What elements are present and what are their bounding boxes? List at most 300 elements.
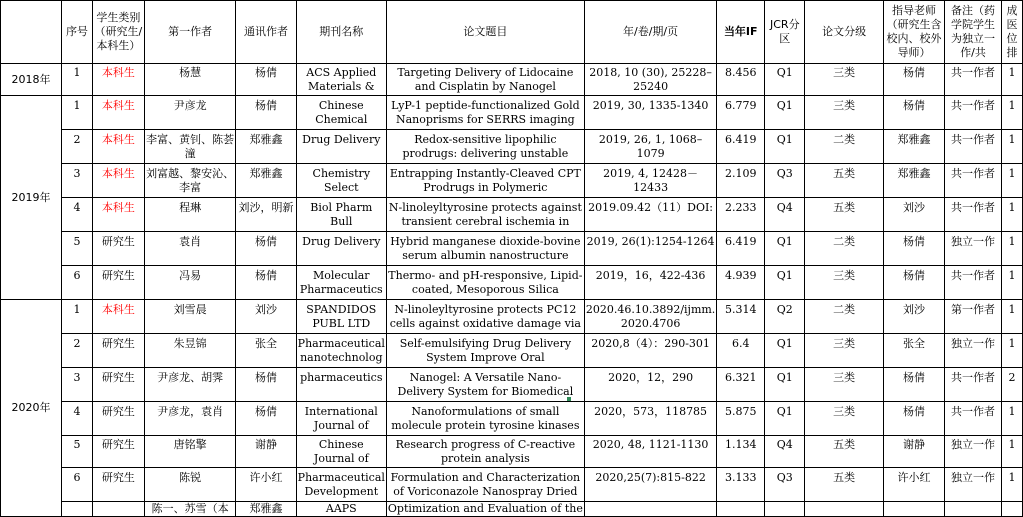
cell-corresponding-author-text: 张全 bbox=[255, 336, 278, 350]
cell-corresponding-author[interactable] bbox=[236, 232, 296, 266]
cell-year-volume-pages-text: 2020.46.10.3892/ijmm. 2020.4706 bbox=[585, 302, 716, 330]
cell-student-type[interactable] bbox=[92, 198, 144, 232]
cell-year-volume-pages[interactable] bbox=[584, 164, 716, 198]
cell-jcr-text: Q3 bbox=[776, 166, 793, 180]
cell-advisor[interactable] bbox=[883, 468, 944, 502]
cell-journal[interactable]: AAPS bbox=[296, 502, 386, 517]
cell-journal-text: International Journal of bbox=[304, 404, 378, 432]
cell-remark[interactable] bbox=[945, 368, 1002, 402]
cell-grade-text: 五类 bbox=[833, 437, 856, 451]
cell-jcr[interactable] bbox=[765, 164, 805, 198]
cell-journal[interactable] bbox=[296, 436, 386, 468]
cell-year-volume-pages-text: 2019.09.42（11）DOI: bbox=[588, 200, 714, 214]
cell-title-text: Targeting Delivery of Lidocaine and Cisplatin by Nanogel bbox=[397, 65, 574, 93]
cell-remark[interactable] bbox=[945, 300, 1002, 334]
cell-no[interactable] bbox=[62, 436, 93, 468]
cell-no[interactable] bbox=[62, 198, 93, 232]
table-row bbox=[1, 468, 1023, 502]
cell-advisor[interactable] bbox=[883, 64, 944, 96]
cell-journal[interactable] bbox=[296, 334, 386, 368]
cell-journal[interactable] bbox=[296, 96, 386, 130]
cell-no[interactable] bbox=[62, 368, 93, 402]
cell-remark[interactable] bbox=[945, 468, 1002, 502]
cell-journal-text: Chemistry Select bbox=[312, 166, 371, 194]
cell-year-volume-pages[interactable] bbox=[584, 96, 716, 130]
year-cell[interactable]: 2018年 bbox=[1, 64, 62, 96]
cell-title-text: Formulation and Characterization of Voriconazole Nanospray Dried bbox=[390, 470, 581, 498]
cell-remark-text: 共一作者 bbox=[951, 370, 996, 384]
cell-student-type-text: 本科生 bbox=[101, 65, 135, 79]
cell-advisor[interactable] bbox=[883, 232, 944, 266]
cell-year-volume-pages-text: 2018, 10 (30), 25228–25240 bbox=[589, 65, 712, 93]
cell-remark[interactable] bbox=[945, 96, 1002, 130]
cell-title-text: Hybrid manganese dioxide-bovine serum albumin nanostructure bbox=[390, 234, 581, 262]
cell-student-type[interactable] bbox=[92, 436, 144, 468]
cell-remark-text: 共一作者 bbox=[951, 200, 996, 214]
cell-corresponding-author[interactable] bbox=[236, 334, 296, 368]
cell-title-text: N-linoleyltyrosine protects PC12 cells against oxidative damage via bbox=[389, 302, 581, 330]
cell-corresponding-author-text: 许小红 bbox=[249, 470, 283, 484]
cell-unit-rank[interactable] bbox=[1002, 232, 1023, 266]
cell-title-text: Thermo- and pH-responsive, Lipid-coated, Mesoporous Silica bbox=[388, 268, 583, 296]
cell-journal[interactable] bbox=[296, 130, 386, 164]
cell-no[interactable] bbox=[62, 266, 93, 300]
cell-empty[interactable] bbox=[1002, 502, 1023, 517]
cell-advisor[interactable] bbox=[883, 198, 944, 232]
cell-title-text: N-linoleyltyrosine protects against transient cerebral ischemia in bbox=[388, 200, 582, 228]
cell-impact-factor[interactable] bbox=[717, 402, 765, 436]
cell-remark[interactable] bbox=[945, 266, 1002, 300]
cell-no[interactable] bbox=[62, 300, 93, 334]
cell-empty[interactable] bbox=[805, 502, 883, 517]
cell-jcr[interactable] bbox=[765, 96, 805, 130]
cell-title[interactable] bbox=[386, 300, 584, 334]
cell-no[interactable] bbox=[62, 502, 93, 517]
cell-first-author[interactable]: 陈一、苏雪（本 bbox=[144, 502, 235, 517]
cell-student-type[interactable] bbox=[92, 96, 144, 130]
cell-student-type[interactable] bbox=[92, 402, 144, 436]
cell-empty[interactable] bbox=[584, 502, 716, 517]
cell-journal-text: Drug Delivery bbox=[302, 132, 381, 146]
cell-grade[interactable] bbox=[805, 130, 883, 164]
cell-unit-rank[interactable] bbox=[1002, 164, 1023, 198]
cell-jcr[interactable] bbox=[765, 468, 805, 502]
cell-student-type-text: 研究生 bbox=[101, 470, 135, 484]
cell-journal[interactable] bbox=[296, 198, 386, 232]
cell-jcr-text: Q1 bbox=[776, 65, 793, 79]
cell-jcr[interactable] bbox=[765, 198, 805, 232]
cell-first-author[interactable] bbox=[144, 402, 235, 436]
cell-first-author-text: 尹彦龙 bbox=[173, 98, 207, 112]
cell-year-volume-pages[interactable] bbox=[584, 436, 716, 468]
cell-title[interactable] bbox=[386, 368, 584, 402]
cell-corresponding-author-text: 杨倩 bbox=[255, 65, 278, 79]
header-grade[interactable]: 论文分级 bbox=[805, 1, 883, 64]
cell-title[interactable] bbox=[386, 402, 584, 436]
cell-title-text: LyP-1 peptide-functionalized Gold Nanoprisms for SERRS imaging bbox=[391, 98, 580, 126]
table-row bbox=[1, 436, 1023, 468]
cell-journal[interactable] bbox=[296, 402, 386, 436]
cell-grade[interactable] bbox=[805, 164, 883, 198]
cell-advisor[interactable] bbox=[883, 368, 944, 402]
table-row bbox=[1, 266, 1023, 300]
cell-no-text: 5 bbox=[73, 234, 81, 248]
cell-title[interactable] bbox=[386, 130, 584, 164]
cell-title[interactable] bbox=[386, 334, 584, 368]
cell-jcr[interactable] bbox=[765, 130, 805, 164]
cell-advisor[interactable] bbox=[883, 402, 944, 436]
cell-jcr-text: Q1 bbox=[776, 336, 793, 350]
cell-unit-rank[interactable] bbox=[1002, 368, 1023, 402]
header-corresponding[interactable]: 通讯作者 bbox=[236, 1, 296, 64]
cell-remark-text: 独立一作 bbox=[951, 234, 996, 248]
cell-empty[interactable] bbox=[717, 502, 765, 517]
cell-unit-rank-text: 1 bbox=[1008, 166, 1016, 180]
cell-grade-text: 二类 bbox=[833, 234, 856, 248]
cell-first-author-text: 刘富越、黎安沁、李富 bbox=[146, 166, 235, 194]
cell-jcr-text: Q1 bbox=[776, 268, 793, 282]
cell-title[interactable] bbox=[386, 198, 584, 232]
cell-corresponding-author[interactable] bbox=[236, 198, 296, 232]
cell-corresponding-author[interactable] bbox=[236, 64, 296, 96]
cell-unit-rank[interactable] bbox=[1002, 96, 1023, 130]
cell-journal-text: Biol Pharm Bull bbox=[310, 200, 373, 228]
year-cell[interactable]: 2020年 bbox=[1, 300, 62, 517]
cell-no[interactable] bbox=[62, 130, 93, 164]
cell-impact-factor[interactable] bbox=[717, 266, 765, 300]
cell-unit-rank[interactable] bbox=[1002, 130, 1023, 164]
cell-year-volume-pages-text: 2019, 4, 12428－12433 bbox=[603, 166, 699, 194]
cell-unit-rank-text: 1 bbox=[1008, 404, 1016, 418]
cell-impact-factor[interactable] bbox=[717, 436, 765, 468]
cell-advisor-text: 杨倩 bbox=[902, 268, 925, 282]
cell-grade[interactable] bbox=[805, 436, 883, 468]
cell-student-type[interactable] bbox=[92, 368, 144, 402]
cell-remark-text: 独立一作 bbox=[951, 336, 996, 350]
cell-student-type[interactable] bbox=[92, 130, 144, 164]
cell-first-author[interactable] bbox=[144, 96, 235, 130]
header-impact-factor[interactable]: 当年IF bbox=[717, 1, 765, 64]
cell-first-author[interactable] bbox=[144, 368, 235, 402]
cell-grade-text: 五类 bbox=[833, 470, 856, 484]
cell-no-text: 1 bbox=[73, 65, 81, 79]
cell-remark[interactable] bbox=[945, 164, 1002, 198]
cell-no[interactable] bbox=[62, 334, 93, 368]
cell-student-type[interactable] bbox=[92, 232, 144, 266]
cell-unit-rank[interactable] bbox=[1002, 300, 1023, 334]
cell-advisor[interactable] bbox=[883, 436, 944, 468]
cell-first-author[interactable] bbox=[144, 334, 235, 368]
cell-impact-factor[interactable] bbox=[717, 130, 765, 164]
cell-no-text: 3 bbox=[73, 166, 81, 180]
cell-impact-factor[interactable] bbox=[717, 334, 765, 368]
cell-student-type-text: 研究生 bbox=[101, 336, 135, 350]
cell-jcr[interactable] bbox=[765, 402, 805, 436]
cell-jcr[interactable] bbox=[765, 436, 805, 468]
cell-no[interactable] bbox=[62, 232, 93, 266]
cell-corresponding-author-text: 杨倩 bbox=[255, 98, 278, 112]
cell-unit-rank-text: 2 bbox=[1008, 370, 1016, 384]
cell-remark[interactable] bbox=[945, 198, 1002, 232]
cell-jcr[interactable] bbox=[765, 368, 805, 402]
cell-unit-rank[interactable] bbox=[1002, 64, 1023, 96]
cell-first-author[interactable] bbox=[144, 468, 235, 502]
cell-jcr[interactable] bbox=[765, 334, 805, 368]
cell-advisor-text: 谢静 bbox=[902, 437, 925, 451]
cell-corresponding-author[interactable] bbox=[236, 402, 296, 436]
cell-year-volume-pages[interactable] bbox=[584, 130, 716, 164]
cell-student-type[interactable] bbox=[92, 334, 144, 368]
cell-year-volume-pages[interactable] bbox=[584, 64, 716, 96]
cell-journal-text: Drug Delivery bbox=[302, 234, 381, 248]
cell-year-volume-pages[interactable] bbox=[584, 368, 716, 402]
table-row bbox=[1, 300, 1023, 334]
cell-jcr-text: Q3 bbox=[776, 470, 793, 484]
cell-jcr[interactable] bbox=[765, 300, 805, 334]
cell-grade[interactable] bbox=[805, 300, 883, 334]
cell-impact-factor-text: 6.4 bbox=[731, 336, 750, 350]
cell-remark[interactable] bbox=[945, 130, 1002, 164]
cell-year-volume-pages[interactable] bbox=[584, 334, 716, 368]
cell-unit-rank[interactable] bbox=[1002, 436, 1023, 468]
cell-unit-rank-text: 1 bbox=[1008, 132, 1016, 146]
cell-year-volume-pages[interactable] bbox=[584, 266, 716, 300]
cell-title-text: Research progress of C-reactive protein analysis bbox=[395, 437, 576, 465]
cell-jcr-text: Q1 bbox=[776, 132, 793, 146]
cell-impact-factor-text: 5.875 bbox=[724, 404, 757, 418]
cell-journal-text: SPANDIDOS PUBL LTD bbox=[306, 302, 377, 330]
cell-grade[interactable] bbox=[805, 266, 883, 300]
cell-remark[interactable] bbox=[945, 402, 1002, 436]
cell-advisor[interactable] bbox=[883, 130, 944, 164]
cell-remark-text: 共一作者 bbox=[951, 166, 996, 180]
cell-empty[interactable] bbox=[883, 502, 944, 517]
cell-title[interactable] bbox=[386, 96, 584, 130]
cell-title[interactable]: Optimization and Evaluation of the bbox=[387, 502, 583, 515]
cell-comment-marker bbox=[567, 397, 571, 401]
cell-jcr[interactable] bbox=[765, 64, 805, 96]
cell-title[interactable] bbox=[386, 468, 584, 502]
cell-grade-text: 二类 bbox=[833, 302, 856, 316]
cell-impact-factor-text: 6.419 bbox=[724, 234, 757, 248]
header-advisor[interactable]: 指导老师（研究生含校内、校外导师） bbox=[883, 1, 944, 64]
cell-jcr[interactable] bbox=[765, 266, 805, 300]
cell-impact-factor[interactable] bbox=[717, 64, 765, 96]
cell-journal[interactable] bbox=[296, 64, 386, 96]
cell-journal[interactable] bbox=[296, 368, 386, 402]
cell-grade[interactable] bbox=[805, 468, 883, 502]
header-jcr[interactable]: JCR分区 bbox=[765, 1, 805, 64]
cell-first-author[interactable] bbox=[144, 436, 235, 468]
table-row bbox=[1, 198, 1023, 232]
cell-unit-rank[interactable] bbox=[1002, 468, 1023, 502]
cell-corresponding-author[interactable] bbox=[236, 164, 296, 198]
cell-year-volume-pages[interactable] bbox=[584, 198, 716, 232]
cell-no[interactable] bbox=[62, 468, 93, 502]
cell-advisor[interactable] bbox=[883, 334, 944, 368]
cell-title[interactable] bbox=[386, 164, 584, 198]
cell-year-volume-pages-text: 2020, 48, 1121-1130 bbox=[592, 437, 709, 451]
cell-grade-text: 二类 bbox=[833, 132, 856, 146]
cell-student-type[interactable] bbox=[92, 64, 144, 96]
table-row bbox=[1, 232, 1023, 266]
cell-corresponding-author[interactable] bbox=[236, 436, 296, 468]
cell-title[interactable] bbox=[386, 266, 584, 300]
cell-grade[interactable] bbox=[805, 96, 883, 130]
cell-no[interactable] bbox=[62, 96, 93, 130]
cell-journal[interactable] bbox=[296, 164, 386, 198]
cell-impact-factor-text: 3.133 bbox=[724, 470, 757, 484]
cell-no-text: 6 bbox=[73, 268, 81, 282]
cell-corresponding-author[interactable] bbox=[236, 266, 296, 300]
cell-advisor[interactable] bbox=[883, 164, 944, 198]
cell-title-text: Nanogel: A Versatile Nano-Delivery System for Biomedical bbox=[397, 370, 574, 398]
cell-student-type-text: 研究生 bbox=[101, 234, 135, 248]
cell-student-type-text: 研究生 bbox=[101, 370, 135, 384]
cell-year-volume-pages[interactable] bbox=[584, 468, 716, 502]
cell-impact-factor[interactable] bbox=[717, 468, 765, 502]
cell-journal[interactable] bbox=[296, 232, 386, 266]
cell-unit-rank-text: 1 bbox=[1008, 437, 1016, 451]
cell-impact-factor-text: 6.321 bbox=[724, 370, 757, 384]
cell-no[interactable] bbox=[62, 64, 93, 96]
cell-unit-rank[interactable] bbox=[1002, 402, 1023, 436]
cell-title-text: Nanoformulations of small molecule protein tyrosine kinases bbox=[391, 404, 580, 432]
cell-no[interactable] bbox=[62, 402, 93, 436]
cell-first-author[interactable] bbox=[144, 300, 235, 334]
table-row bbox=[1, 402, 1023, 436]
cell-student-type[interactable] bbox=[92, 502, 144, 517]
cell-corresponding-author-text: 杨倩 bbox=[255, 370, 278, 384]
cell-corresponding-author-text: 刘沙，明新 bbox=[238, 200, 294, 214]
cell-journal[interactable] bbox=[296, 300, 386, 334]
cell-remark[interactable] bbox=[945, 64, 1002, 96]
header-unit-rank[interactable]: 成医位排 bbox=[1002, 1, 1023, 64]
cell-student-type[interactable] bbox=[92, 300, 144, 334]
cell-grade[interactable] bbox=[805, 402, 883, 436]
cell-remark[interactable] bbox=[945, 232, 1002, 266]
cell-no-text: 1 bbox=[73, 98, 81, 112]
cell-title-text: Redox-sensitive lipophilic prodrugs: delivering unstable bbox=[402, 132, 569, 160]
header-title[interactable]: 论文题目 bbox=[386, 1, 584, 64]
cell-student-type[interactable] bbox=[92, 468, 144, 502]
cell-impact-factor[interactable] bbox=[717, 368, 765, 402]
cell-first-author-text: 尹彦龙、胡霁 bbox=[157, 370, 224, 384]
cell-grade[interactable] bbox=[805, 368, 883, 402]
cell-first-author-text: 尹彦龙，袁肖 bbox=[157, 404, 224, 418]
cell-unit-rank-text: 1 bbox=[1008, 65, 1016, 79]
cell-unit-rank[interactable] bbox=[1002, 266, 1023, 300]
header-remark[interactable]: 备注（药学院学生为独立一作/共 bbox=[945, 1, 1002, 64]
cell-jcr-text: Q1 bbox=[776, 370, 793, 384]
cell-corresponding-author[interactable] bbox=[236, 300, 296, 334]
cell-title[interactable] bbox=[386, 232, 584, 266]
cell-advisor[interactable] bbox=[883, 300, 944, 334]
header-year-volume-pages[interactable]: 年/卷/期/页 bbox=[584, 1, 716, 64]
cell-first-author[interactable] bbox=[144, 232, 235, 266]
cell-jcr-text: Q2 bbox=[776, 302, 793, 316]
cell-corresponding-author[interactable] bbox=[236, 96, 296, 130]
cell-first-author[interactable] bbox=[144, 130, 235, 164]
cell-impact-factor[interactable] bbox=[717, 232, 765, 266]
cell-first-author[interactable] bbox=[144, 198, 235, 232]
cell-jcr[interactable] bbox=[765, 232, 805, 266]
cell-advisor-text: 杨倩 bbox=[902, 234, 925, 248]
cell-remark[interactable] bbox=[945, 436, 1002, 468]
year-cell[interactable]: 2019年 bbox=[1, 96, 62, 300]
cell-journal-text: Chinese Journal of bbox=[313, 437, 369, 465]
cell-grade[interactable] bbox=[805, 334, 883, 368]
cell-corresponding-author[interactable] bbox=[236, 468, 296, 502]
cell-corresponding-author[interactable] bbox=[236, 130, 296, 164]
cell-year-volume-pages-text: 2020,8（4）：290-301 bbox=[591, 336, 710, 350]
cell-corresponding-author[interactable] bbox=[236, 368, 296, 402]
cell-jcr-text: Q1 bbox=[776, 404, 793, 418]
header-journal[interactable]: 期刊名称 bbox=[296, 1, 386, 64]
cell-no-text: 3 bbox=[73, 370, 81, 384]
cell-advisor-text: 郑雅鑫 bbox=[897, 166, 931, 180]
table-body bbox=[1, 64, 1023, 517]
cell-remark-text: 独立一作 bbox=[951, 470, 996, 484]
cell-empty[interactable] bbox=[765, 502, 805, 517]
cell-advisor-text: 刘沙 bbox=[902, 200, 925, 214]
cell-unit-rank[interactable] bbox=[1002, 334, 1023, 368]
header-first-author[interactable]: 第一作者 bbox=[144, 1, 235, 64]
cell-journal[interactable] bbox=[296, 468, 386, 502]
cell-first-author-text: 程琳 bbox=[179, 200, 202, 214]
cell-title[interactable] bbox=[386, 436, 584, 468]
cell-impact-factor[interactable] bbox=[717, 300, 765, 334]
cell-year-volume-pages-text: 2020,25(7):815-822 bbox=[595, 470, 706, 484]
cell-first-author[interactable] bbox=[144, 266, 235, 300]
cell-first-author-text: 杨慧 bbox=[179, 65, 202, 79]
cell-grade[interactable] bbox=[805, 232, 883, 266]
cell-impact-factor[interactable] bbox=[717, 96, 765, 130]
cell-corresponding-author-text: 杨倩 bbox=[255, 234, 278, 248]
cell-grade[interactable] bbox=[805, 198, 883, 232]
cell-grade[interactable] bbox=[805, 64, 883, 96]
cell-first-author-text: 陈锐 bbox=[179, 470, 202, 484]
cell-first-author[interactable] bbox=[144, 64, 235, 96]
cell-remark-text: 共一作者 bbox=[951, 404, 996, 418]
cell-title[interactable] bbox=[386, 64, 584, 96]
cell-first-author[interactable] bbox=[144, 164, 235, 198]
cell-first-author-text: 李富、黄钊、陈荟潼 bbox=[146, 132, 235, 160]
cell-student-type[interactable] bbox=[92, 164, 144, 198]
cell-remark[interactable] bbox=[945, 334, 1002, 368]
cell-empty[interactable] bbox=[945, 502, 1002, 517]
cell-student-type[interactable] bbox=[92, 266, 144, 300]
cell-year-volume-pages[interactable] bbox=[584, 402, 716, 436]
header-no[interactable]: 序号 bbox=[62, 1, 93, 64]
cell-no[interactable] bbox=[62, 164, 93, 198]
header-row bbox=[1, 1, 1023, 64]
cell-advisor-text: 郑雅鑫 bbox=[897, 132, 931, 146]
cell-advisor[interactable] bbox=[883, 96, 944, 130]
cell-impact-factor[interactable] bbox=[717, 198, 765, 232]
cell-impact-factor[interactable] bbox=[717, 164, 765, 198]
cell-impact-factor-text: 4.939 bbox=[724, 268, 757, 282]
cell-unit-rank[interactable] bbox=[1002, 198, 1023, 232]
header-year[interactable] bbox=[1, 1, 62, 64]
header-student-type[interactable]: 学生类别（研究生/本科生） bbox=[92, 1, 144, 64]
cell-advisor[interactable] bbox=[883, 266, 944, 300]
cell-journal[interactable] bbox=[296, 266, 386, 300]
cell-first-author-text: 唐铭擎 bbox=[173, 437, 207, 451]
cell-year-volume-pages[interactable] bbox=[584, 232, 716, 266]
cell-year-volume-pages[interactable] bbox=[584, 300, 716, 334]
cell-corresponding-author[interactable]: 郑雅鑫 bbox=[236, 502, 296, 517]
